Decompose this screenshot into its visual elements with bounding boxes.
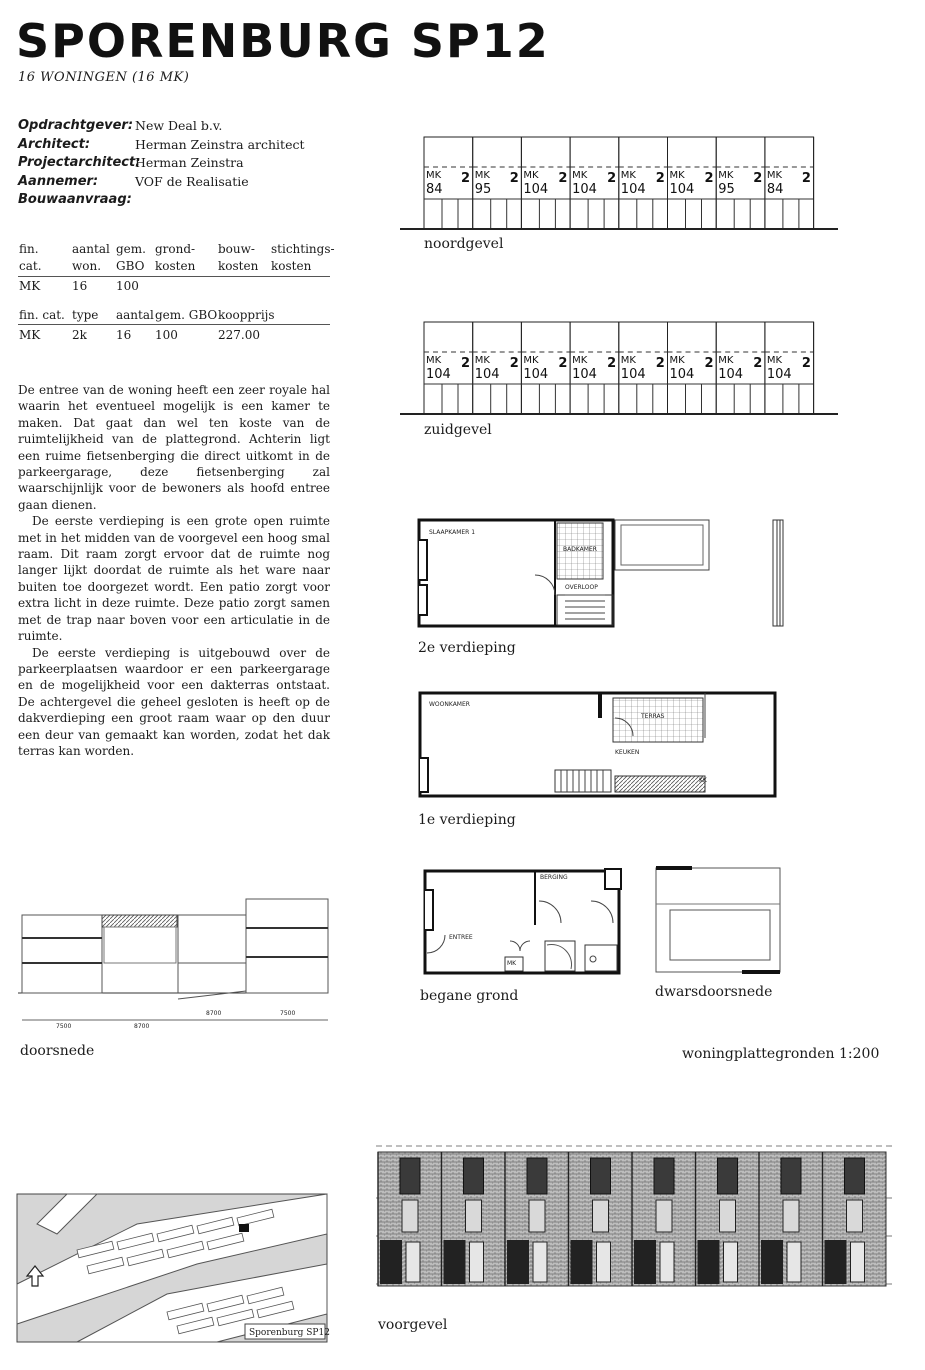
unit-type-label: 2	[655, 171, 665, 186]
unit-type-label: 2	[753, 171, 763, 186]
unit-area-label: 104	[572, 182, 597, 197]
table-header: gem. GBO	[155, 308, 218, 322]
doorsnede-drawing	[18, 895, 333, 1035]
location-map	[17, 1194, 329, 1344]
scale-caption: woningplattegronden 1:200	[682, 1046, 880, 1062]
paragraph: De eerste verdieping is uitgebouwd over de parkeerplaatsen waardoor er een parkeergarage en de mogelijkheid voor een dakterras ontstaat. De achtergevel die geheel gesloten is heeft op de dakverdieping een groot raam waar op den duur een deur van gemaakt kan worden, zodat het dak terras kan worden.	[18, 645, 330, 758]
table-header: kosten	[218, 259, 259, 273]
unit-type-label: 2	[558, 171, 568, 186]
credit-row	[18, 154, 305, 173]
credit-value: New Deal b.v.	[135, 118, 223, 133]
room-label-woonkamer: WOONKAMER	[429, 701, 470, 708]
unit-area-label: 104	[620, 182, 646, 197]
unit-type-label: 2	[655, 356, 665, 371]
unit-category-label: MK	[669, 355, 685, 366]
voorgevel-elevation	[372, 1128, 892, 1306]
unit-category-label: MK	[572, 355, 588, 366]
zuidgevel-elevation	[400, 320, 840, 420]
plan-2e-verdieping	[415, 515, 795, 630]
unit-area-label: 104	[620, 367, 646, 382]
unit-area-label: 95	[474, 182, 492, 197]
room-label-entree: ENTREE	[449, 934, 473, 941]
unit-type-label: 2	[801, 356, 811, 371]
dwarsdoorsnede-caption: dwarsdoorsnede	[655, 984, 773, 1000]
unit-category-label: MK	[474, 355, 490, 366]
unit-area-label: 104	[669, 182, 695, 197]
unit-area-label: 95	[718, 182, 735, 197]
page-subtitle: 16 WONINGEN (16 MK)	[18, 70, 190, 85]
unit-category-label: MK	[523, 355, 539, 366]
unit-type-label: 2	[461, 171, 471, 186]
unit-type-label: 2	[801, 171, 811, 186]
noordgevel-caption: noordgevel	[424, 236, 504, 252]
zuidgevel-caption: zuidgevel	[424, 422, 492, 438]
table-header: kosten	[271, 259, 312, 273]
unit-type-label: 2	[753, 356, 763, 371]
dwelling-unit	[716, 322, 765, 414]
table-header: GBO	[116, 259, 145, 273]
unit-type-label: 2	[704, 171, 714, 186]
table-cell: 100	[116, 279, 139, 293]
room-label-berging: BERGING	[540, 874, 568, 881]
plan-1e-verdieping-caption: 1e verdieping	[418, 812, 516, 828]
dwelling-unit	[619, 322, 668, 414]
unit-type-label: 2	[509, 171, 519, 186]
table-header: fin.	[19, 242, 39, 256]
dimension-label: 7500	[56, 1023, 72, 1030]
unit-type-label: 2	[558, 356, 568, 371]
unit-category-label: MK	[572, 170, 588, 181]
unit-area-label: 104	[718, 367, 744, 382]
noordgevel-elevation	[400, 135, 840, 235]
unit-area-label: 104	[523, 367, 549, 382]
unit-category-label: MK	[766, 170, 783, 181]
table-cell: 227.00	[218, 328, 260, 342]
unit-area-label: 104	[474, 367, 500, 382]
dwelling-unit	[619, 137, 668, 229]
unit-category-label: MK	[523, 170, 539, 181]
dwelling-unit	[765, 137, 814, 229]
room-label-badkamer: BADKAMER	[563, 546, 597, 553]
unit-type-label: 2	[607, 356, 617, 371]
location-label: Sporenburg SP12	[249, 1328, 330, 1338]
unit-category-label: MK	[426, 355, 442, 366]
paragraph: De eerste verdieping is een grote open ruimte met in het midden van de voorgevel een hoog smal raam. Dit raam zorgt ervoor dat de ruimte nog langer lijkt doordat de ruimte als het ware naar buiten toe doorgezet wordt. Een patio zorgt voor extra licht in deze ruimte. Deze patio zorgt samen met de trap naar boven voor een articulatie in de ruimte.	[18, 514, 330, 644]
unit-type-label: 2	[704, 356, 714, 371]
room-label-mk: MK	[507, 960, 517, 967]
dwelling-unit	[570, 322, 619, 414]
unit-type-label: 2	[461, 356, 471, 371]
room-label-keuken: KEUKEN	[615, 749, 640, 756]
dwelling-unit	[424, 322, 473, 414]
credits-block	[18, 117, 305, 210]
dimension-label: 8700	[134, 1023, 150, 1030]
plan-2e-verdieping-caption: 2e verdieping	[418, 640, 516, 656]
dwelling-unit	[668, 322, 717, 414]
plan-begane-grond	[415, 865, 635, 980]
dwelling-unit	[521, 322, 570, 414]
dwelling-unit	[424, 137, 473, 229]
unit-category-label: MK	[766, 355, 783, 366]
dwelling-unit	[473, 137, 522, 229]
credit-key: Projectarchitect:	[18, 155, 141, 170]
dwelling-unit	[765, 322, 814, 414]
doorsnede-caption: doorsnede	[20, 1043, 95, 1059]
table-cell: 100	[155, 328, 178, 342]
table-cell: 16	[116, 328, 132, 342]
unit-category-label: MK	[620, 170, 636, 181]
unit-area-label: 84	[766, 182, 784, 197]
credit-value: Herman Zeinstra architect	[135, 136, 305, 152]
credit-key: Architect:	[18, 136, 91, 152]
table-header: bouw-	[218, 242, 255, 256]
plan-1e-verdieping	[415, 688, 795, 803]
credit-row	[18, 117, 305, 136]
table-divider	[18, 276, 330, 277]
table-divider	[18, 324, 330, 325]
description-text	[18, 382, 330, 759]
unit-area-label: 104	[572, 367, 597, 382]
dimension-label: 7500	[280, 1010, 296, 1017]
dwelling-unit	[473, 322, 522, 414]
dwelling-unit	[716, 137, 765, 229]
room-label-slaapkamer: SLAAPKAMER 1	[429, 529, 476, 536]
dwarsdoorsnede-drawing	[652, 864, 787, 976]
table-header: aantal	[116, 308, 154, 322]
table-header: gem.	[116, 242, 146, 256]
credit-value: Herman Zeinstra	[135, 155, 244, 170]
table-cell: 2k	[72, 328, 87, 342]
room-label-terras: TERRAS	[641, 713, 665, 720]
paragraph: De entree van de woning heeft een zeer royale hal waarin het eventueel mogelijk is een kamer te maken. Dat gaat dan wel ten koste van de ruimtelijkheid van de plattegrond. Achterin ligt een ruime fietsenberging die direct uitkomt in de parkeergarage, deze fietsenberging zal waarschijnlijk voor de bewoners als hoofd entree gaan dienen.	[18, 383, 330, 512]
unit-area-label: 104	[669, 367, 695, 382]
table-header: koopprijs	[218, 308, 275, 322]
table-header: grond-	[155, 242, 196, 256]
credit-key: Bouwaanvraag:	[18, 192, 132, 207]
table-cell: 16	[72, 279, 88, 293]
unit-type-label: 2	[607, 171, 617, 186]
table-header: stichtings-	[271, 242, 335, 256]
credit-row	[18, 136, 305, 155]
credit-row	[18, 191, 305, 210]
unit-category-label: MK	[718, 170, 734, 181]
unit-area-label: 104	[766, 367, 792, 382]
dwelling-unit	[668, 137, 717, 229]
unit-category-label: MK	[474, 170, 490, 181]
voorgevel-caption: voorgevel	[378, 1317, 448, 1333]
unit-category-label: MK	[620, 355, 636, 366]
unit-category-label: MK	[426, 170, 442, 181]
plan-begane-grond-caption: begane grond	[420, 988, 519, 1004]
dimension-label: 8700	[206, 1010, 222, 1017]
table-cell: MK	[19, 328, 41, 342]
table-cell: MK	[19, 279, 41, 293]
page-title: SPORENBURG SP12	[16, 14, 550, 68]
unit-area-label: 84	[426, 182, 443, 197]
room-label-kk: KK	[699, 777, 707, 784]
credit-row	[18, 173, 305, 192]
table-header: won.	[72, 259, 102, 273]
dwelling-unit	[521, 137, 570, 229]
table-header: cat.	[19, 259, 42, 273]
table-header: aantal	[72, 242, 110, 256]
table-header: kosten	[155, 259, 196, 273]
table-header: type	[72, 308, 99, 322]
unit-area-label: 104	[523, 182, 549, 197]
table-header: fin. cat.	[19, 308, 65, 322]
dwelling-unit	[570, 137, 619, 229]
credit-key: Aannemer:	[18, 173, 99, 189]
unit-category-label: MK	[669, 170, 685, 181]
unit-area-label: 104	[426, 367, 451, 382]
unit-type-label: 2	[509, 356, 519, 371]
unit-category-label: MK	[718, 355, 734, 366]
credit-key: Opdrachtgever:	[18, 118, 134, 133]
room-label-overloop: OVERLOOP	[565, 584, 598, 591]
credit-value: VOF de Realisatie	[135, 173, 249, 189]
